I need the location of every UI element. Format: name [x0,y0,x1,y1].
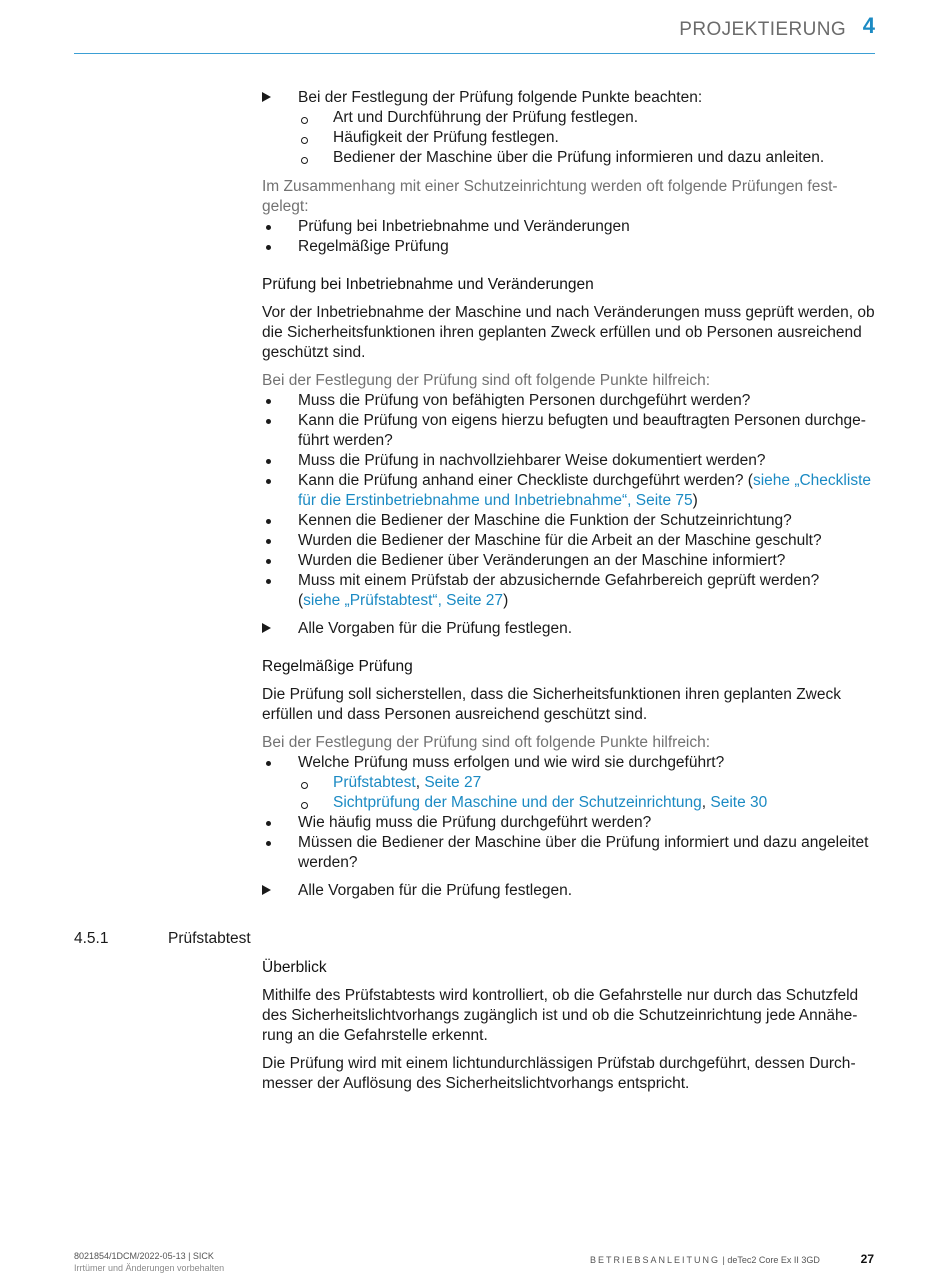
commissioning-lead: Bei der Festlegung der Prüfung sind oft folgende Punkte hilfreich: [262,372,711,389]
action-step [262,619,876,639]
page-number: 27 [860,1252,874,1266]
list-item: Prüfung bei Inbetriebnahme und Veränderungen [262,217,876,237]
doc-type: BETRIEBSANLEITUNG [590,1255,721,1265]
section-number: 4.5.1 [74,930,109,947]
list-item: Wurden die Bediener der Maschine für die Arbeit an der Maschine geschult? [262,531,876,551]
list-item: Wurden die Bediener über Veränderungen an der Maschine informiert? [262,551,876,571]
list-item: Muss die Prüfung von befähigten Personen durchgeführt werden? [262,391,876,411]
test-rod-link[interactable]: siehe „Prüfstabtest“, Seite 27 [303,592,504,609]
checklist-link[interactable]: siehe „Checkliste für die Erstinbetriebnahme und Inbetriebnahme“, Seite 75 [298,472,871,509]
context-list [262,217,876,257]
bullet-icon [266,479,271,484]
list-item: Regelmäßige Prüfung [262,237,876,257]
list-item: Sichtprüfung der Maschine und der Schutzeinrichtung, Seite 30 [298,793,876,813]
section-content [262,958,876,1094]
list-item: Müssen die Bediener der Maschine über die Prüfung informiert und dazu angeleitet werden? [262,833,876,873]
regular-paragraph: Die Prüfung soll sicherstellen, dass die Sicherheitsfunktionen ihren geplanten Zweck erfüllen und dass Personen ausreichend geschützt sind. [262,686,841,723]
page-link[interactable]: Seite 30 [710,794,768,811]
action-arrow-icon [262,623,271,633]
page-link[interactable]: Seite 27 [424,774,482,791]
visual-check-link[interactable]: Sichtprüfung der Maschine und der Schutzeinrichtung [333,794,702,811]
footer-left [74,1250,224,1274]
bullet-icon [266,821,271,826]
bullet-icon [266,399,271,404]
list-item: Art und Durchführung der Prüfung festlegen. [298,108,876,128]
list-item: Häufigkeit der Prüfung festlegen. [298,128,876,148]
circle-bullet-icon [301,802,308,809]
test-rod-link[interactable]: Prüfstabtest [333,774,416,791]
context-lead: Im Zusammenhang mit einer Schutzeinrichtung werden oft folgende Prüfungen festgelegt: [262,178,838,215]
intro-sublist [298,108,876,168]
overview-heading: Überblick [262,959,327,976]
section-paragraph: Die Prüfung wird mit einem lichtundurchlässigen Prüfstab durchgeführt, dessen Durchmesser der Auflösung des Sicherheitslichtvorhangs entspricht. [262,1055,856,1092]
list-item: Muss mit einem Prüfstab der abzusichernde Gefahrbereich geprüft werden? (siehe „Prüfstabtest“, Seite 27) [262,571,876,611]
bullet-icon [266,559,271,564]
product-name: | deTec2 Core Ex II 3GD [720,1255,820,1265]
circle-bullet-icon [301,157,308,164]
list-item: Prüfstabtest, Seite 27 [298,773,876,793]
regular-sublist [298,773,876,813]
commissioning-paragraph: Vor der Inbetriebnahme der Maschine und nach Veränderungen muss geprüft werden, ob die Sicherheitsfunktionen ihren geplanten Zweck erfüllen und ob Personen ausreichend geschützt sind. [262,304,875,361]
bullet-icon [266,539,271,544]
bullet-icon [266,519,271,524]
bullet-icon [266,459,271,464]
list-item: Muss die Prüfung in nachvollziehbarer Weise dokumentiert werden? [262,451,876,471]
bullet-icon [266,579,271,584]
circle-bullet-icon [301,782,308,789]
bullet-icon [266,419,271,424]
chapter-number: 4 [862,13,875,38]
list-item: Kann die Prüfung von eigens hierzu befugten und beauftragten Personen durchgeführt werden? [262,411,876,451]
bullet-icon [266,761,271,766]
action-text: Alle Vorgaben für die Prüfung festlegen. [298,620,573,637]
list-item: Kann die Prüfung anhand einer Checkliste durchgeführt werden? (siehe „Checkliste für die Erstinbetriebnahme und Inbetriebnahme“, Seite 75) [262,471,876,511]
chapter-title: PROJEKTIERUNG [679,19,846,40]
bullet-icon [266,225,271,230]
action-arrow-icon [262,885,271,895]
bullet-icon [266,245,271,250]
section-paragraph: Mithilfe des Prüfstabtests wird kontrolliert, ob die Gefahrstelle nur durch das Schutzfeld des Sicherheitslichtvorhangs zugänglich ist und ob die Schutzeinrichtung jede Annäherung an die Gefahrstelle erkennt. [262,987,859,1044]
list-item: Bediener der Maschine über die Prüfung informieren und dazu anleiten. [298,148,876,168]
action-text: Alle Vorgaben für die Prüfung festlegen. [298,882,573,899]
circle-bullet-icon [301,117,308,124]
regular-heading: Regelmäßige Prüfung [262,658,413,675]
disclaimer: Irrtümer und Änderungen vorbehalten [74,1263,225,1273]
list-item: Kennen die Bediener der Maschine die Funktion der Schutzeinrichtung? [262,511,876,531]
list-item: Wie häufig muss die Prüfung durchgeführt werden? [262,813,876,833]
action-step [262,881,876,901]
list-item: Welche Prüfung muss erfolgen und wie wird sie durchgeführt? Prüfstabtest, Seite 27 Sichtprüfung der Maschine und der Schutzeinrichtung, Seite 30 [262,753,876,813]
action-arrow-icon [262,92,271,102]
page-header [74,13,875,54]
section-title: Prüfstabtest [168,930,251,947]
action-step [262,88,876,108]
commissioning-list [262,391,876,611]
regular-lead: Bei der Festlegung der Prüfung sind oft folgende Punkte hilfreich: [262,734,711,751]
footer-right [590,1250,820,1270]
regular-list [262,753,876,873]
action-text: Bei der Festlegung der Prüfung folgende Punkte beachten: [298,89,703,106]
main-content [262,88,876,901]
doc-id: 8021854/1DCM/2022-05-13 | SICK [74,1251,214,1261]
circle-bullet-icon [301,137,308,144]
commissioning-heading: Prüfung bei Inbetriebnahme und Veränderungen [262,276,594,293]
bullet-icon [266,841,271,846]
